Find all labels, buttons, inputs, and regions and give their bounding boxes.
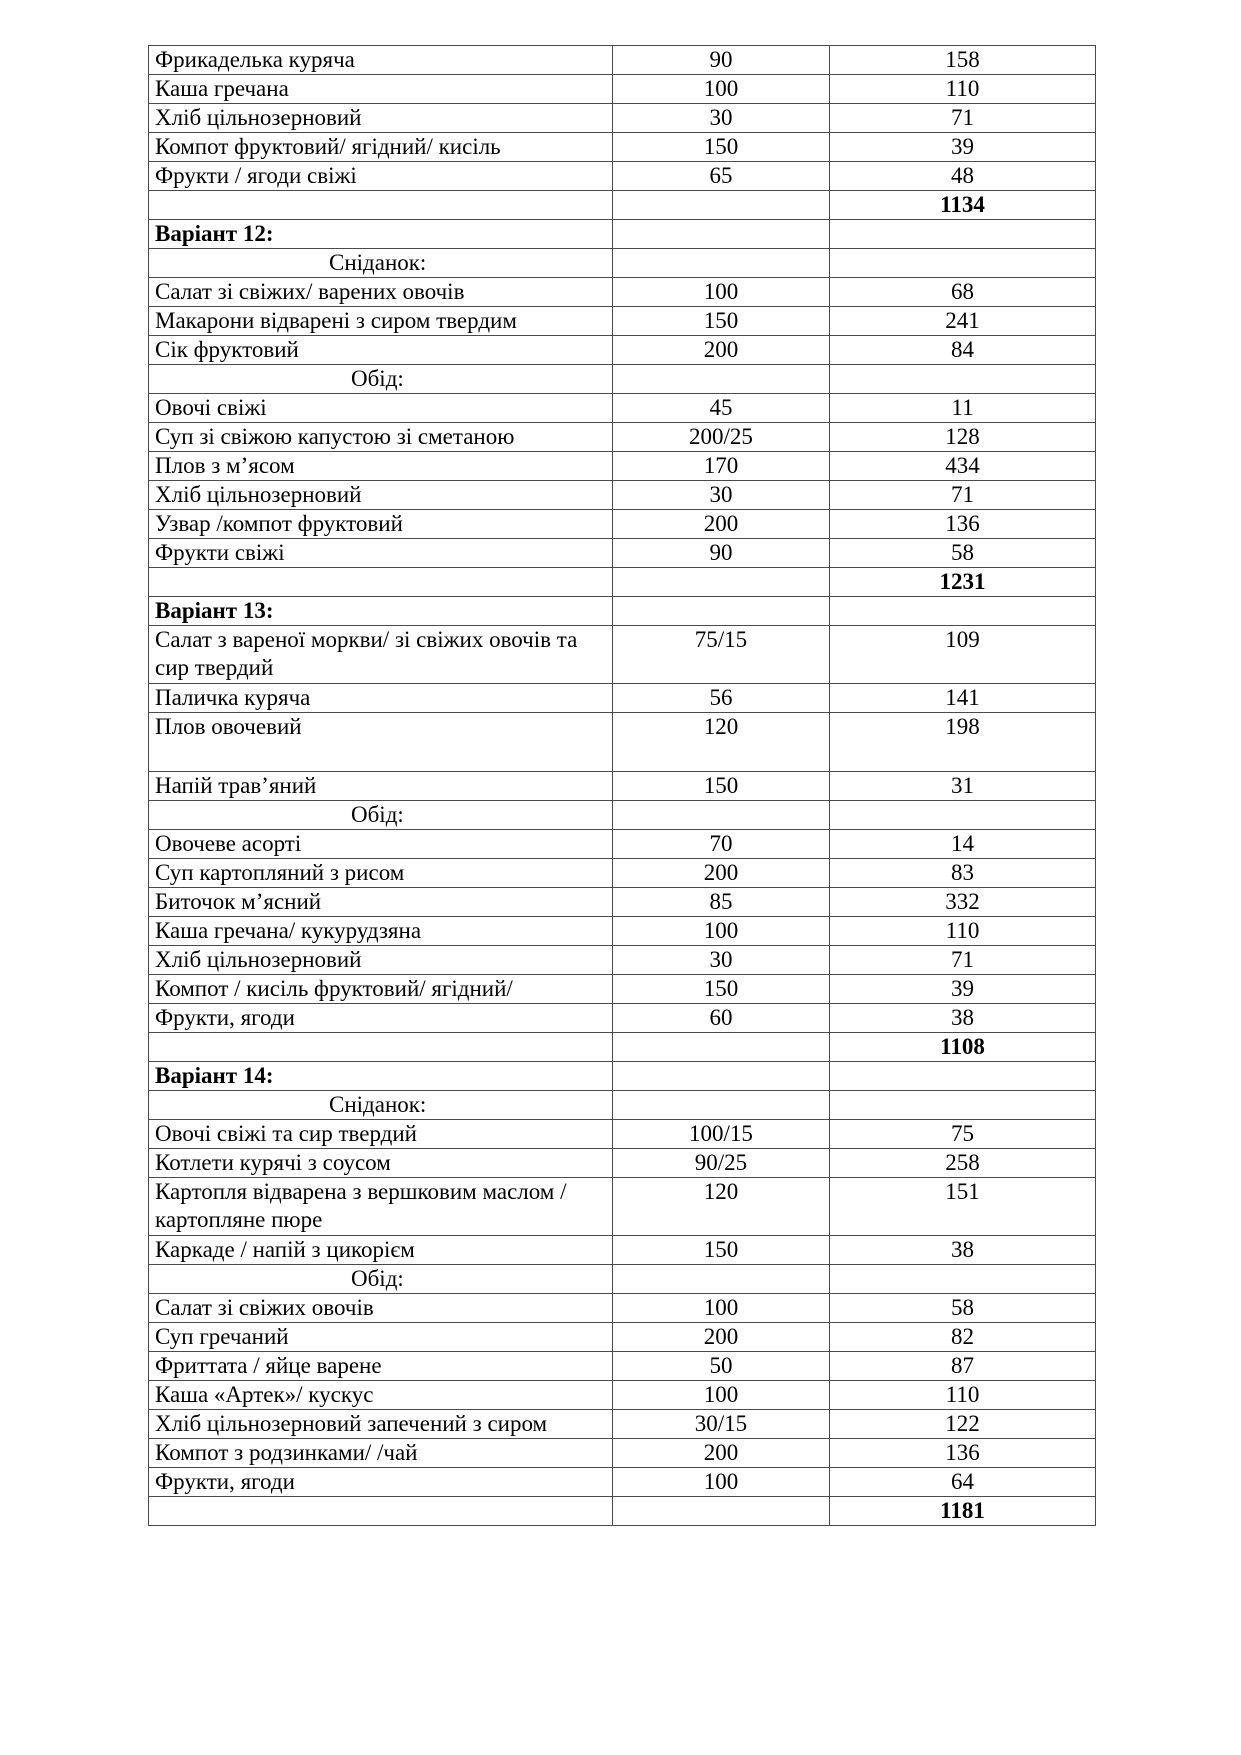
portion-cell: 100	[613, 1468, 830, 1497]
variant-heading-row	[149, 1062, 1096, 1091]
dish-row	[149, 1468, 1096, 1497]
kcal-cell: 332	[830, 888, 1096, 917]
dish-row	[149, 713, 1096, 772]
dish-name: Узвар /компот фруктовий	[149, 510, 613, 539]
kcal-cell: 71	[830, 104, 1096, 133]
kcal-cell: 64	[830, 1468, 1096, 1497]
dish-row	[149, 1410, 1096, 1439]
portion-cell	[613, 191, 830, 220]
dish-name: Плов овочевий	[149, 713, 613, 772]
variant-heading-row	[149, 597, 1096, 626]
total-row	[149, 568, 1096, 597]
kcal-cell: 75	[830, 1120, 1096, 1149]
dish-name: Сік фруктовий	[149, 336, 613, 365]
dish-row	[149, 75, 1096, 104]
kcal-cell: 158	[830, 46, 1096, 75]
meal-heading-row	[149, 365, 1096, 394]
dish-row	[149, 1323, 1096, 1352]
kcal-cell: 14	[830, 830, 1096, 859]
portion-cell: 30	[613, 481, 830, 510]
portion-cell	[613, 1091, 830, 1120]
dish-row	[149, 307, 1096, 336]
dish-row	[149, 1178, 1096, 1236]
portion-cell: 200/25	[613, 423, 830, 452]
meal-title: Обід:	[149, 1265, 613, 1294]
portion-cell: 90/25	[613, 1149, 830, 1178]
kcal-cell: 151	[830, 1178, 1096, 1236]
kcal-cell: 39	[830, 975, 1096, 1004]
kcal-cell: 11	[830, 394, 1096, 423]
dish-name: Паличка куряча	[149, 684, 613, 713]
portion-cell: 30	[613, 946, 830, 975]
dish-name: Овочі свіжі та сир твердий	[149, 1120, 613, 1149]
total-row	[149, 191, 1096, 220]
dish-name: Биточок м’ясний	[149, 888, 613, 917]
kcal-cell: 434	[830, 452, 1096, 481]
meal-title: Сніданок:	[149, 249, 613, 278]
dish-name: Фрукти свіжі	[149, 539, 613, 568]
kcal-cell: 110	[830, 917, 1096, 946]
dish-row	[149, 423, 1096, 452]
kcal-cell: 141	[830, 684, 1096, 713]
meal-title: Обід:	[149, 365, 613, 394]
dish-name	[149, 1033, 613, 1062]
dish-row	[149, 946, 1096, 975]
kcal-cell: 71	[830, 946, 1096, 975]
dish-name: Фриттата / яйце варене	[149, 1352, 613, 1381]
menu-table-body	[149, 46, 1096, 1526]
dish-name: Фрукти, ягоди	[149, 1004, 613, 1033]
portion-cell: 200	[613, 859, 830, 888]
portion-cell: 100	[613, 278, 830, 307]
portion-cell	[613, 220, 830, 249]
portion-cell	[613, 597, 830, 626]
dish-name: Овочеве асорті	[149, 830, 613, 859]
dish-row	[149, 510, 1096, 539]
portion-cell	[613, 365, 830, 394]
kcal-cell	[830, 365, 1096, 394]
dish-row	[149, 336, 1096, 365]
portion-cell: 170	[613, 452, 830, 481]
dish-name: Хліб цільнозерновий запечений з сиром	[149, 1410, 613, 1439]
dish-name: Хліб цільнозерновий	[149, 946, 613, 975]
portion-cell: 60	[613, 1004, 830, 1033]
portion-cell: 120	[613, 713, 830, 772]
dish-row	[149, 684, 1096, 713]
dish-row	[149, 104, 1096, 133]
dish-row	[149, 830, 1096, 859]
dish-name: Фрукти / ягоди свіжі	[149, 162, 613, 191]
variant-title: Варіант 12:	[149, 220, 613, 249]
dish-row	[149, 278, 1096, 307]
meal-title: Обід:	[149, 801, 613, 830]
dish-name: Компот фруктовий/ ягідний/ кисіль	[149, 133, 613, 162]
kcal-cell: 87	[830, 1352, 1096, 1381]
total-row	[149, 1497, 1096, 1526]
dish-name: Каша гречана/ кукурудзяна	[149, 917, 613, 946]
dish-name: Макарони відварені з сиром твердим	[149, 307, 613, 336]
dish-row	[149, 133, 1096, 162]
dish-name: Салат з вареної моркви/ зі свіжих овочів та сир твердий	[149, 626, 613, 684]
kcal-cell: 136	[830, 510, 1096, 539]
kcal-cell	[830, 1091, 1096, 1120]
kcal-cell: 48	[830, 162, 1096, 191]
portion-cell: 100	[613, 1294, 830, 1323]
meal-heading-row	[149, 1091, 1096, 1120]
dish-name: Компот / кисіль фруктовий/ ягідний/	[149, 975, 613, 1004]
kcal-cell	[830, 801, 1096, 830]
kcal-cell	[830, 597, 1096, 626]
dish-name	[149, 1497, 613, 1526]
dish-name: Хліб цільнозерновий	[149, 104, 613, 133]
portion-cell: 65	[613, 162, 830, 191]
portion-cell: 200	[613, 510, 830, 539]
meal-heading-row	[149, 1265, 1096, 1294]
portion-cell: 45	[613, 394, 830, 423]
portion-cell: 90	[613, 539, 830, 568]
kcal-cell	[830, 220, 1096, 249]
total-kcal-cell: 1181	[830, 1497, 1096, 1526]
dish-name: Суп зі свіжою капустою зі сметаною	[149, 423, 613, 452]
dish-row	[149, 626, 1096, 684]
dish-row	[149, 859, 1096, 888]
dish-name	[149, 568, 613, 597]
dish-row	[149, 481, 1096, 510]
portion-cell: 70	[613, 830, 830, 859]
variant-title: Варіант 13:	[149, 597, 613, 626]
kcal-cell	[830, 1265, 1096, 1294]
kcal-cell: 110	[830, 1381, 1096, 1410]
dish-name: Суп гречаний	[149, 1323, 613, 1352]
kcal-cell: 58	[830, 539, 1096, 568]
portion-cell: 56	[613, 684, 830, 713]
portion-cell: 50	[613, 1352, 830, 1381]
dish-row	[149, 975, 1096, 1004]
kcal-cell: 83	[830, 859, 1096, 888]
portion-cell: 100/15	[613, 1120, 830, 1149]
kcal-cell: 68	[830, 278, 1096, 307]
portion-cell: 100	[613, 1381, 830, 1410]
portion-cell: 30/15	[613, 1410, 830, 1439]
dish-name: Напій трав’яний	[149, 772, 613, 801]
kcal-cell: 258	[830, 1149, 1096, 1178]
total-kcal-cell: 1108	[830, 1033, 1096, 1062]
meal-heading-row	[149, 801, 1096, 830]
kcal-cell	[830, 1062, 1096, 1091]
portion-cell: 150	[613, 1236, 830, 1265]
dish-row	[149, 1120, 1096, 1149]
variant-heading-row	[149, 220, 1096, 249]
kcal-cell: 84	[830, 336, 1096, 365]
dish-name	[149, 191, 613, 220]
dish-name: Компот з родзинками/ /чай	[149, 1439, 613, 1468]
dish-row	[149, 452, 1096, 481]
dish-row	[149, 1149, 1096, 1178]
total-row	[149, 1033, 1096, 1062]
dish-name: Фрукти, ягоди	[149, 1468, 613, 1497]
dish-name: Фрикаделька куряча	[149, 46, 613, 75]
portion-cell	[613, 1062, 830, 1091]
kcal-cell: 82	[830, 1323, 1096, 1352]
portion-cell: 120	[613, 1178, 830, 1236]
portion-cell	[613, 801, 830, 830]
dish-row	[149, 917, 1096, 946]
kcal-cell: 136	[830, 1439, 1096, 1468]
dish-row	[149, 394, 1096, 423]
dish-row	[149, 1352, 1096, 1381]
kcal-cell: 31	[830, 772, 1096, 801]
portion-cell	[613, 1033, 830, 1062]
dish-name: Картопля відварена з вершковим маслом / картопляне пюре	[149, 1178, 613, 1236]
portion-cell: 30	[613, 104, 830, 133]
dish-row	[149, 46, 1096, 75]
kcal-cell: 109	[830, 626, 1096, 684]
meal-title: Сніданок:	[149, 1091, 613, 1120]
portion-cell: 100	[613, 917, 830, 946]
total-kcal-cell: 1231	[830, 568, 1096, 597]
portion-cell: 75/15	[613, 626, 830, 684]
dish-row	[149, 162, 1096, 191]
portion-cell: 200	[613, 336, 830, 365]
dish-name: Каша гречана	[149, 75, 613, 104]
portion-cell	[613, 1265, 830, 1294]
dish-row	[149, 1004, 1096, 1033]
kcal-cell: 71	[830, 481, 1096, 510]
dish-name: Котлети курячі з соусом	[149, 1149, 613, 1178]
portion-cell: 150	[613, 133, 830, 162]
portion-cell: 90	[613, 46, 830, 75]
dish-name: Салат зі свіжих/ варених овочів	[149, 278, 613, 307]
dish-name: Плов з м’ясом	[149, 452, 613, 481]
total-kcal-cell: 1134	[830, 191, 1096, 220]
kcal-cell: 110	[830, 75, 1096, 104]
kcal-cell: 198	[830, 713, 1096, 772]
dish-row	[149, 1439, 1096, 1468]
kcal-cell: 58	[830, 1294, 1096, 1323]
kcal-cell: 128	[830, 423, 1096, 452]
portion-cell	[613, 249, 830, 278]
kcal-cell: 38	[830, 1236, 1096, 1265]
kcal-cell: 39	[830, 133, 1096, 162]
dish-name: Суп картопляний з рисом	[149, 859, 613, 888]
dish-row	[149, 888, 1096, 917]
portion-cell: 200	[613, 1323, 830, 1352]
kcal-cell	[830, 249, 1096, 278]
portion-cell: 150	[613, 307, 830, 336]
variant-title: Варіант 14:	[149, 1062, 613, 1091]
portion-cell	[613, 1497, 830, 1526]
portion-cell: 100	[613, 75, 830, 104]
dish-row	[149, 1236, 1096, 1265]
kcal-cell: 38	[830, 1004, 1096, 1033]
dish-row	[149, 539, 1096, 568]
dish-row	[149, 1381, 1096, 1410]
portion-cell: 200	[613, 1439, 830, 1468]
dish-name: Каркаде / напій з цикорієм	[149, 1236, 613, 1265]
dish-name: Салат зі свіжих овочів	[149, 1294, 613, 1323]
dish-row	[149, 772, 1096, 801]
kcal-cell: 241	[830, 307, 1096, 336]
dish-name: Каша «Артек»/ кускус	[149, 1381, 613, 1410]
portion-cell: 85	[613, 888, 830, 917]
portion-cell: 150	[613, 772, 830, 801]
menu-table	[148, 45, 1096, 1526]
portion-cell: 150	[613, 975, 830, 1004]
portion-cell	[613, 568, 830, 597]
meal-heading-row	[149, 249, 1096, 278]
dish-name: Хліб цільнозерновий	[149, 481, 613, 510]
document-page	[148, 45, 1095, 1526]
dish-name: Овочі свіжі	[149, 394, 613, 423]
kcal-cell: 122	[830, 1410, 1096, 1439]
dish-row	[149, 1294, 1096, 1323]
